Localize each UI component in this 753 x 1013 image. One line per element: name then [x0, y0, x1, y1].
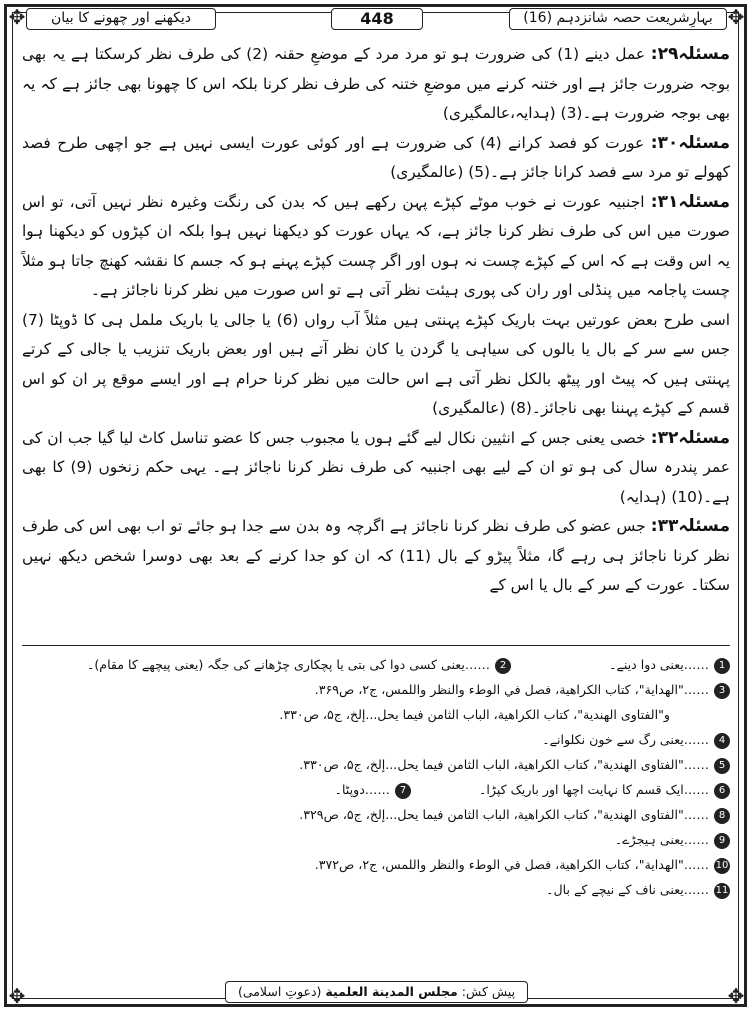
paragraph-text: اجنبیہ عورت نے خوب موٹے کپڑے پہن رکھے ہیں کہ بدن کی رنگت وغیرہ نظر نہیں آتی، تو اس صورت میں اس کی طرف نظر کرنا جائز ہے، کہ یہاں عورت کو دیکھنا نہیں ہوا بلکہ ان کپڑوں کو دیکھنا ہوا یہ اس وقت ہے کہ اس کے کپڑے چست نہ ہوں اور اگر چست کپڑے پہنے ہو کہ جسم کا نقشہ کھنچ جاتا ہو مثلاً چست پاجامہ میں پنڈلی اور ران کی پوری ہیئت نظر آتی ہے تو اس صورت میں نظر کرنا ناجائز ہے۔ [22, 192, 730, 299]
footnote-separator [22, 645, 730, 646]
footnote-text: ……"الفتاوى الهندية"، كتاب الكراهية، الباب الثامن فيما يحل...إلخ، ج۵، ص۳۲۹. [299, 807, 709, 822]
page-footer [0, 981, 753, 1003]
footnote-number: 6 [714, 783, 730, 799]
footnote-text: ……یعنی دوا دینے۔ [609, 657, 709, 672]
publisher-box [225, 981, 528, 1003]
corner-ornament-icon: ✥ [8, 984, 26, 1008]
footnote-row [22, 652, 730, 677]
footnote-text: ……یعنی ہیجڑے۔ [614, 832, 709, 847]
footnote-number: 4 [714, 733, 730, 749]
book-title: بہارِشریعت حصہ شانزدہم (16) [509, 8, 727, 30]
footnote-number: 11 [714, 883, 730, 899]
paragraph [22, 306, 730, 424]
page-number: 448 [331, 8, 423, 30]
paragraph [22, 512, 730, 601]
masla-label: مسئلہ۳۲: [650, 427, 730, 448]
footnote-text: ……"الهداية"، كتاب الكراهية، فصل في الوطء والنظر واللمس، ج۲، ص۳۷۲. [314, 857, 709, 872]
masla-label: مسئلہ۳۱: [650, 191, 730, 212]
paragraph [22, 129, 730, 188]
footnote-text: ……یعنی ناف کے نیچے کے بال۔ [546, 882, 709, 897]
corner-ornament-icon: ✥ [727, 984, 745, 1008]
footer-prefix: پیش کش: [461, 984, 516, 999]
footnote-row [22, 727, 730, 752]
footnotes [22, 652, 730, 902]
main-text [22, 40, 730, 601]
paragraph [22, 424, 730, 513]
footnote-row [22, 777, 730, 802]
paragraph [22, 40, 730, 129]
footnote-row [22, 752, 730, 777]
publisher-name: مجلس المدينة العلمية [325, 984, 458, 999]
paragraph-text: اسی طرح بعض عورتیں بہت باریک کپڑے پہنتی ہیں مثلاً آب رواں (6) یا جالی یا باریک ململ ہی کا ڈوپٹا (7) جس سے سر کے بال یا بالوں کی سیاہی یا گردن یا کان نظر آتے ہیں اور بعض باریک تنزیب یا جالی کے کرتے پہنتی ہیں کہ پیٹ اور پیٹھ بالکل نظر آتی ہے اس حالت میں نظر کرنا حرام ہے اور ایسے موقع پر ان کو اس قسم کے کپڑے پہننا بھی ناجائز۔(8) (عالمگیری) [22, 310, 730, 417]
corner-ornament-icon: ✥ [727, 5, 745, 29]
footnote-row [22, 702, 730, 727]
footnote-text: ……"الفتاوى الهندية"، كتاب الكراهية، الباب الثامن فيما يحل...إلخ، ج۵، ص۳۳۰. [299, 757, 709, 772]
paragraph [22, 188, 730, 306]
footnote-text: ……یعنی رگ سے خون نکلوانے۔ [542, 732, 709, 747]
footnote-row [22, 802, 730, 827]
corner-ornament-icon: ✥ [8, 5, 26, 29]
footnote-number: 9 [714, 833, 730, 849]
footnote-text: ……دوپٹا۔ [334, 782, 390, 797]
masla-label: مسئلہ۲۹: [650, 44, 730, 64]
masla-label: مسئلہ۳۳: [650, 516, 730, 536]
footnote-text: و"الفتاوى الهندية"، كتاب الكراهية، الباب الثامن فيما يحل...إلخ، ج۵، ص۳۳۰. [279, 707, 670, 722]
paragraph-text: خصی یعنی جس کے انثیین نکال لیے گئے ہوں یا مجبوب جس کا عضو تناسل کاٹ لیا گیا جب ان کی عمر پندرہ سال کی ہو تو ان کے لیے بھی اجنبیہ کی طرف نظر کرنا ناجائز ہے۔ یہی حکم زنخوں (9) کا بھی ہے۔(10) (ہدایہ) [22, 428, 730, 506]
footer-suffix: (دعوتِ اسلامی) [237, 984, 322, 999]
footnote-number: 3 [714, 683, 730, 699]
paragraph-text: عورت کو فصد کرانے (4) کی ضرورت ہے اور کوئی عورت ایسی نہیں ہے جو اچھی طرح فصد کھولے تو مرد سے فصد کرانا جائز ہے۔(5) (عالمگیری) [22, 133, 730, 181]
footnote-text: ……یعنی کسی دوا کی بتی یا پچکاری چڑھانے کی جگہ (یعنی پیچھے کا مقام)۔ [87, 657, 491, 672]
footnote-number: 5 [714, 758, 730, 774]
chapter-title: دیکھنے اور چھونے کا بیان [26, 8, 216, 30]
page-header [26, 8, 727, 30]
footnote-row [22, 852, 730, 877]
footnote-text: ……ایک قسم کا نہایت اچھا اور باریک کپڑا۔ [479, 782, 709, 797]
footnote-row [22, 877, 730, 902]
footnote-number: 2 [495, 658, 511, 674]
footnote-number: 10 [714, 858, 730, 874]
footnote-number: 8 [714, 808, 730, 824]
paragraph-text: جس عضو کی طرف نظر کرنا ناجائز ہے اگرچہ وہ بدن سے جدا ہو جائے تو اب بھی اس کی طرف نظر کرنا ناجائز ہی رہے گا، مثلاً پیڑو کے بال (11) کہ ان کو جدا کرنے کے بعد بھی دوسرا شخص دیکھ نہیں سکتا۔ عورت کے سر کے بال یا اس کے [22, 517, 730, 594]
footnote-number: 1 [714, 658, 730, 674]
paragraph-text: عمل دینے (1) کی ضرورت ہو تو مرد مرد کے موضعِ حقنہ (2) کی طرف نظر کرسکتا ہے یہ بھی بوجہ ضرورت جائز ہے اور ختنہ کرنے میں موضعِ ختنہ کی طرف نظر کرنا بلکہ اس کا چھونا بھی جائز ہے کہ یہ بھی بوجہ ضرورت ہے۔(3) (ہدایہ،عالمگیری) [22, 45, 730, 122]
footnote-number: 7 [395, 783, 411, 799]
footnote-row [22, 827, 730, 852]
footnote-text: ……"الهداية"، كتاب الكراهية، فصل في الوطء والنظر واللمس، ج۲، ص۳۶۹. [314, 682, 709, 697]
masla-label: مسئلہ۳۰: [650, 132, 730, 153]
footnote-row [22, 677, 730, 702]
